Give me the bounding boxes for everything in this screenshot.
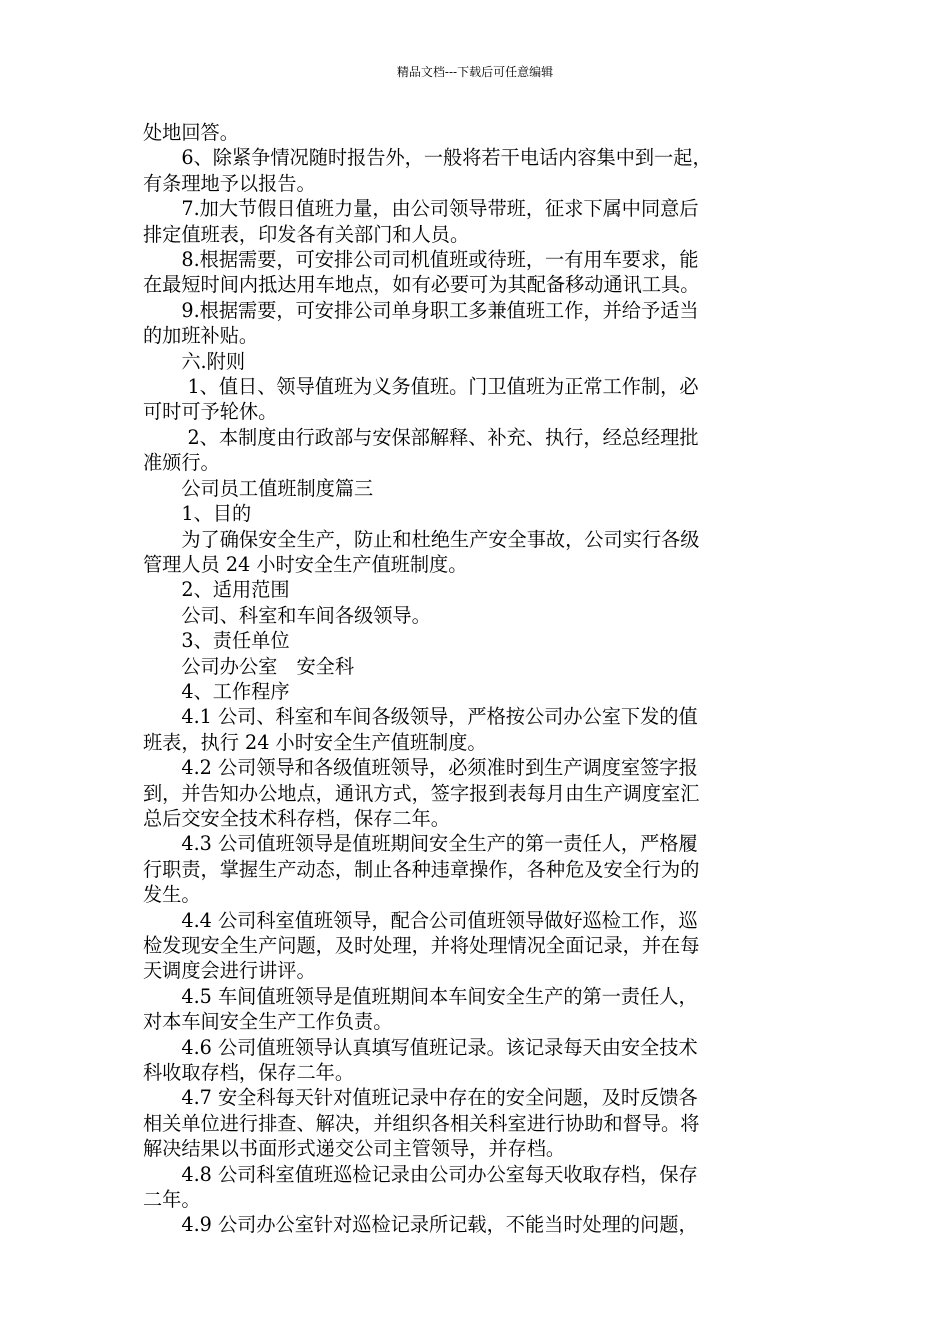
text-line: 8.根据需要，可安排公司司机值班或待班，一有用车要求，能 [143, 248, 699, 272]
text-line: 可时可予轮休。 [143, 400, 278, 424]
section-heading: 4、工作程序 [143, 679, 290, 703]
text-line: 总后交安全技术科存档，保存二年。 [143, 806, 450, 830]
text-line: 4.4 公司科室值班领导，配合公司值班领导做好巡检工作，巡 [143, 908, 698, 932]
text-line: 7.加大节假日值班力量，由公司领导带班，征求下属中同意后 [143, 197, 699, 221]
text-line: 管理人员 24 小时安全生产值班制度。 [143, 552, 468, 576]
text-line: 4.8 公司科室值班巡检记录由公司办公室每天收取存档，保存 [143, 1162, 698, 1186]
page-header: 精品文档---下载后可任意编辑 [396, 65, 554, 79]
text-line: 有条理地予以报告。 [143, 171, 316, 195]
text-line: 检发现安全生产问题，及时处理，并将处理情况全面记录，并在每 [143, 934, 700, 957]
text-line: 排定值班表，印发各有关部门和人员。 [143, 222, 470, 246]
text-line: 4.9 公司办公室针对巡检记录所记载，不能当时处理的问题， [143, 1213, 698, 1237]
text-line: 在最短时间内抵达用车地点，如有必要可为其配备移动通讯工具。 [143, 273, 700, 297]
text-line: 6、除紧争情况随时报告外，一般将若干电话内容集中到一起， [143, 146, 712, 170]
section-heading: 六.附则 [143, 349, 246, 373]
text-line: 1、值日、领导值班为义务值班。门卫值班为正常工作制，必 [143, 375, 699, 399]
text-line: 的加班补贴。 [143, 324, 259, 348]
text-line: 准颁行。 [143, 451, 220, 475]
text-line: 处地回答。 [143, 121, 239, 144]
text-line: 4.7 安全科每天针对值班记录中存在的安全问题，及时反馈各 [143, 1086, 698, 1110]
text-line: 对本车间安全生产工作负责。 [143, 1010, 393, 1034]
text-line: 二年。 [143, 1188, 201, 1212]
text-line: 4.3 公司值班领导是值班期间安全生产的第一责任人，严格履 [143, 832, 698, 856]
section-heading: 1、目的 [143, 502, 252, 526]
text-line: 4.6 公司值班领导认真填写值班记录。该记录每天由安全技术 [143, 1035, 698, 1059]
text-line: 解决结果以书面形式递交公司主管领导，并存档。 [143, 1137, 566, 1161]
section-heading: 3、责任单位 [143, 629, 290, 653]
text-line: 公司、科室和车间各级领导。 [143, 603, 431, 627]
text-line: 相关单位进行排查、解决，并组织各相关科室进行协助和督导。将 [143, 1111, 700, 1135]
text-line: 4.5 车间值班领导是值班期间本车间安全生产的第一责任人， [143, 984, 698, 1008]
text-line: 科收取存档，保存二年。 [143, 1061, 355, 1085]
text-line: 9.根据需要，可安排公司单身职工多兼值班工作，并给予适当 [143, 298, 699, 322]
text-line: 班表，执行 24 小时安全生产值班制度。 [143, 730, 487, 754]
text-line: 天调度会进行讲评。 [143, 959, 316, 983]
text-line: 公司办公室 安全科 [143, 654, 355, 678]
section-heading: 公司员工值班制度篇三 [143, 476, 374, 500]
text-line: 到，并告知办公地点，通讯方式，签字报到表每月由生产调度室汇 [143, 781, 700, 805]
document-body [143, 120, 808, 1238]
text-line: 行职责，掌握生产动态，制止各种违章操作，各种危及安全行为的 [143, 857, 700, 881]
section-heading: 2、适用范围 [143, 578, 290, 602]
text-line: 4.1 公司、科室和车间各级领导，严格按公司办公室下发的值 [143, 705, 698, 729]
text-line: 为了确保安全生产，防止和杜绝生产安全事故，公司实行各级 [143, 527, 700, 551]
text-line: 2、本制度由行政部与安保部解释、补充、执行，经总经理批 [143, 425, 699, 449]
text-line: 4.2 公司领导和各级值班领导，必须准时到生产调度室签字报 [143, 756, 698, 780]
text-line: 发生。 [143, 883, 201, 907]
